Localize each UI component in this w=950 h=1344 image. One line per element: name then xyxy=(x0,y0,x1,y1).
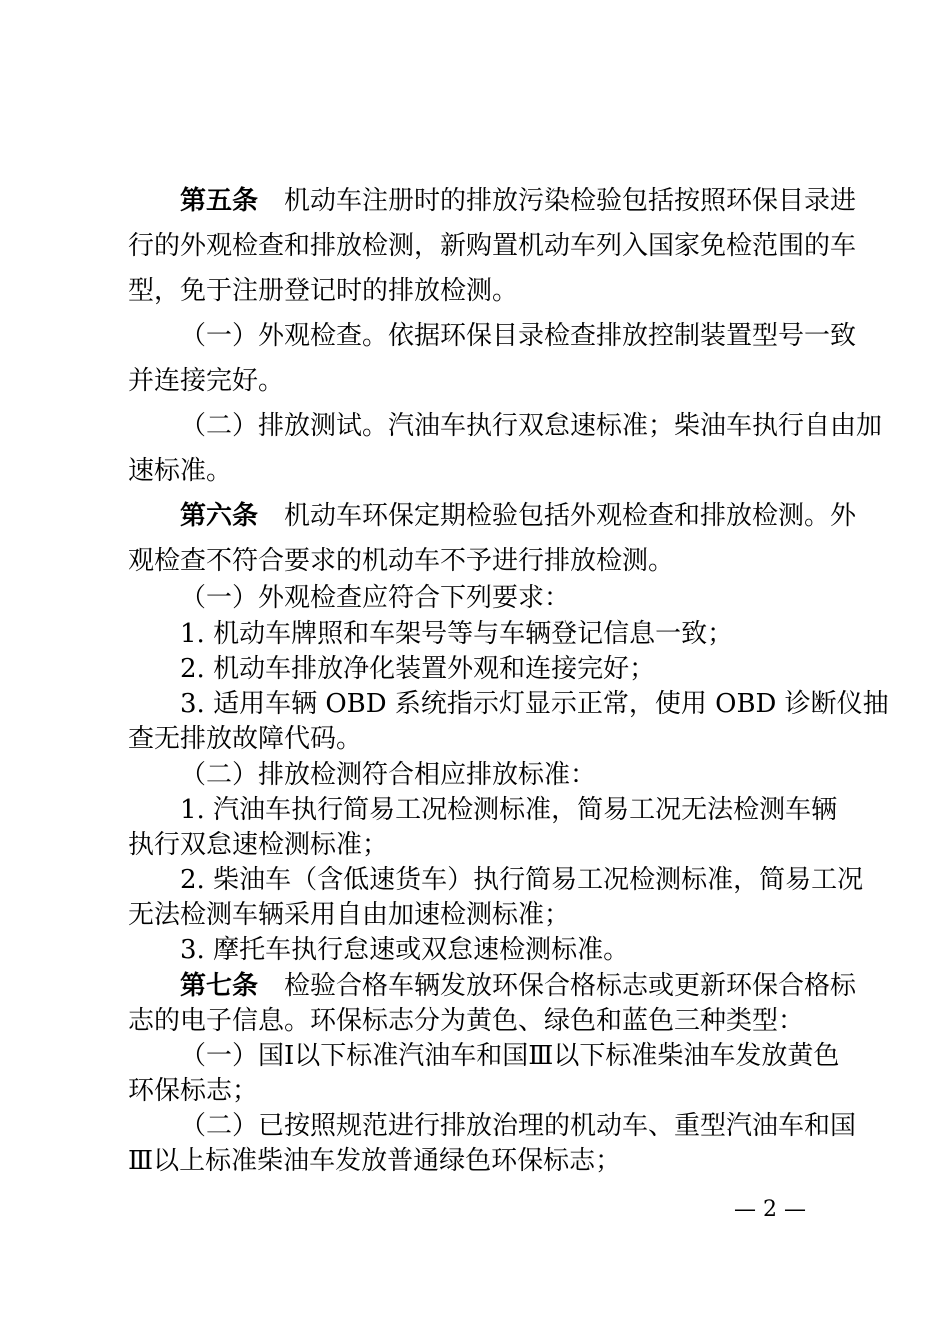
page-number: — 2 — xyxy=(734,1197,806,1222)
article-6-section-2-item-1-line-1: 1. 汽油车执行简易工况检测标准，简易工况无法检测车辆 xyxy=(180,795,838,825)
article-7-line-1 xyxy=(180,968,857,1004)
article-6-section-1-item-3-line-1: 3. 适用车辆 OBD 系统指示灯显示正常，使用 OBD 诊断仪抽 xyxy=(180,689,889,719)
article-5-item-2-line-1: （二）排放测试。汽油车执行双怠速标准；柴油车执行自由加 xyxy=(180,411,883,441)
article-7-line-2: 志的电子信息。环保标志分为黄色、绿色和蓝色三种类型： xyxy=(128,1006,805,1036)
article-6-text-1: 机动车环保定期检验包括外观检查和排放检测。外 xyxy=(284,501,857,531)
article-7-text-1: 检验合格车辆发放环保合格标志或更新环保合格标 xyxy=(284,971,857,1001)
article-5-heading: 第五条 xyxy=(180,186,259,216)
article-7-item-1-line-1: （一）国Ⅰ以下标准汽油车和国Ⅲ以下标准柴油车发放黄色 xyxy=(180,1041,840,1071)
article-6-section-2-item-2-line-2: 无法检测车辆采用自由加速检测标准； xyxy=(128,900,571,930)
article-6-heading: 第六条 xyxy=(180,501,259,531)
article-6-line-1 xyxy=(180,498,857,534)
article-6-section-2-title: （二）排放检测符合相应排放标准： xyxy=(180,760,597,790)
article-7-item-1-line-2: 环保标志； xyxy=(128,1076,259,1106)
article-5-line-3: 型，免于注册登记时的排放检测。 xyxy=(128,276,519,306)
article-6-section-2-item-2-line-1: 2. 柴油车（含低速货车）执行简易工况检测标准，简易工况 xyxy=(180,865,864,895)
article-6-section-1-title: （一）外观检查应符合下列要求： xyxy=(180,583,571,613)
article-5-line-1 xyxy=(180,183,857,219)
article-5-item-1-line-1: （一）外观检查。依据环保目录检查排放控制装置型号一致 xyxy=(180,321,857,351)
article-6-section-1-item-1: 1. 机动车牌照和车架号等与车辆登记信息一致； xyxy=(180,619,734,649)
article-5-line-2: 行的外观检查和排放检测，新购置机动车列入国家免检范围的车 xyxy=(128,231,857,261)
article-7-heading: 第七条 xyxy=(180,971,259,1001)
article-6-line-2: 观检查不符合要求的机动车不予进行排放检测。 xyxy=(128,546,675,576)
article-6-section-2-item-1-line-2: 执行双怠速检测标准； xyxy=(128,830,389,860)
article-6-section-2-item-3: 3. 摩托车执行怠速或双怠速检测标准。 xyxy=(180,935,630,965)
article-6-section-1-item-2: 2. 机动车排放净化装置外观和连接完好； xyxy=(180,654,656,684)
article-6-section-1-item-3-line-2: 查无排放故障代码。 xyxy=(128,724,363,754)
article-7-item-2-line-2: Ⅲ以上标准柴油车发放普通绿色环保标志； xyxy=(128,1146,622,1176)
article-5-text-1: 机动车注册时的排放污染检验包括按照环保目录进 xyxy=(284,186,857,216)
article-5-item-1-line-2: 并连接完好。 xyxy=(128,366,285,396)
article-7-item-2-line-1: （二）已按照规范进行排放治理的机动车、重型汽油车和国 xyxy=(180,1111,857,1141)
article-5-item-2-line-2: 速标准。 xyxy=(128,456,233,486)
